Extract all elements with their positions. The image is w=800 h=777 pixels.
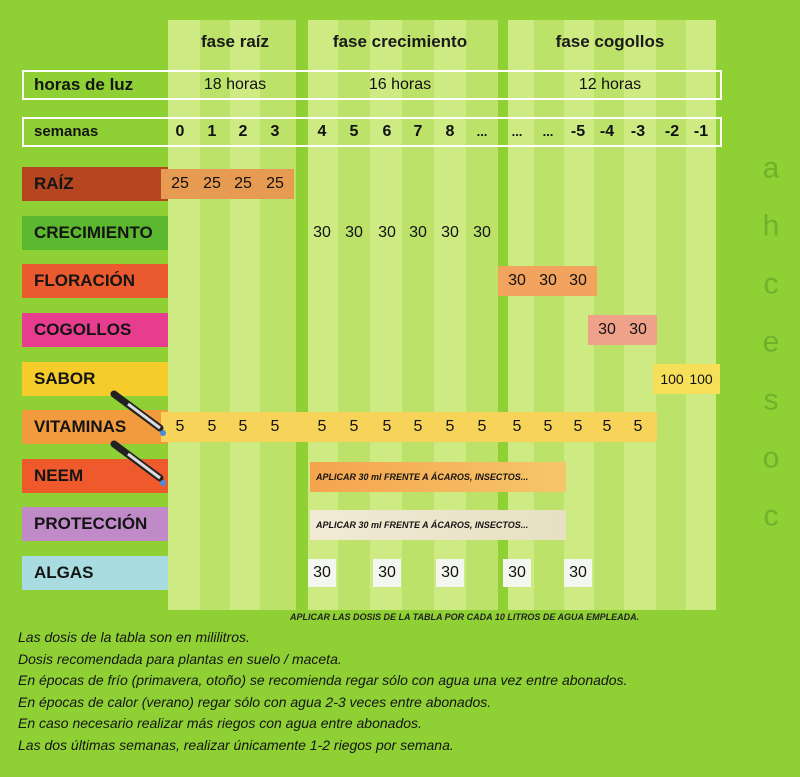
week-number: 8 — [445, 123, 455, 140]
dose-value: 5 — [445, 418, 455, 435]
cosecha-letter: c — [763, 268, 781, 301]
dose-value: 30 — [508, 272, 526, 289]
column-stripe — [260, 20, 296, 610]
week-number: 7 — [413, 123, 423, 140]
instruction-text: APLICAR 30 ml FRENTE A ÁCAROS, INSECTOS... — [316, 472, 529, 482]
dose-value: 30 — [598, 321, 616, 338]
dose-value: 30 — [441, 564, 459, 581]
week-number: 3 — [270, 123, 280, 140]
cosecha-side-text — [752, 62, 792, 582]
dose-value: 5 — [413, 418, 423, 435]
dose-value: 30 — [569, 272, 587, 289]
week-number: -3 — [630, 123, 646, 140]
phase-raiz-header: fase raíz — [200, 32, 270, 51]
column-stripe — [200, 20, 230, 610]
week-number: -4 — [599, 123, 615, 140]
dose-value: 25 — [171, 175, 189, 192]
dose-value: 30 — [345, 224, 363, 241]
cosecha-letter: o — [762, 441, 782, 475]
dose-value: 5 — [512, 418, 522, 435]
dose-value: 5 — [238, 418, 248, 435]
dose-value: 100 — [660, 371, 684, 387]
dose-value: 5 — [382, 418, 392, 435]
horas-luz-crecimiento: 16 horas — [368, 76, 432, 93]
dropper-icon — [108, 388, 170, 438]
note-line: Dosis recomendada para plantas en suelo / maceta. — [18, 650, 342, 667]
dose-value: 5 — [633, 418, 643, 435]
cosecha-letter: s — [763, 383, 781, 417]
note-line: En caso necesario realizar más riegos con agua entre abonados. — [18, 715, 422, 731]
product-label-sabor: SABOR — [22, 362, 168, 396]
week-number: -2 — [664, 123, 680, 140]
week-number: 1 — [207, 123, 217, 140]
product-label-raíz: RAÍZ — [22, 167, 168, 201]
dose-value: 5 — [543, 418, 553, 435]
week-number: 2 — [238, 123, 248, 140]
dose-value: 100 — [689, 371, 713, 387]
semanas-label: semanas — [34, 123, 99, 140]
dose-value: 30 — [378, 224, 396, 241]
cosecha-letter: h — [762, 210, 782, 244]
horas-luz-label: horas de luz — [34, 75, 134, 94]
dose-value: 30 — [569, 564, 587, 581]
cosecha-letter: a — [762, 151, 782, 185]
product-label-neem: NEEM — [22, 459, 168, 493]
phase-cogollos-header: fase cogollos — [555, 32, 665, 51]
dose-value: 30 — [378, 564, 396, 581]
dose-value: 5 — [270, 418, 280, 435]
note-line: Las dosis de la tabla son en mililitros. — [18, 629, 250, 645]
note-line: Las dos últimas semanas, realizar únicamente 1-2 riegos por semana. — [18, 736, 454, 753]
week-number: ... — [476, 124, 488, 139]
column-stripe — [168, 20, 200, 610]
horas-luz-raiz: 18 horas — [203, 76, 267, 93]
dose-value: 30 — [441, 224, 459, 241]
product-label-vitaminas: VITAMINAS — [22, 410, 168, 444]
product-label-protección: PROTECCIÓN — [22, 507, 168, 541]
cosecha-letter: c — [763, 499, 781, 533]
dose-value: 30 — [313, 224, 331, 241]
dose-value: 30 — [409, 224, 427, 241]
dose-value: 30 — [508, 564, 526, 581]
product-label-algas: ALGAS — [22, 556, 168, 590]
week-number: ... — [542, 124, 554, 139]
week-number: 6 — [382, 123, 392, 140]
dose-value: 25 — [203, 175, 221, 192]
product-label-floración: FLORACIÓN — [22, 264, 168, 298]
dosage-note: APLICAR LAS DOSIS DE LA TABLA POR CADA 10 LITROS DE AGUA EMPLEADA. — [290, 612, 640, 622]
dose-value: 5 — [317, 418, 327, 435]
note-line: En épocas de calor (verano) regar sólo con agua 2-3 veces entre abonados. — [18, 693, 492, 710]
note-line: En épocas de frío (primavera, otoño) se recomienda regar sólo con agua una vez entre abonados. — [18, 672, 628, 688]
week-number: -5 — [570, 123, 586, 140]
dose-value: 5 — [175, 418, 185, 435]
dose-value: 5 — [477, 418, 487, 435]
dose-value: 25 — [266, 175, 284, 192]
column-stripe — [230, 20, 260, 610]
column-stripe — [656, 20, 686, 610]
week-number: 0 — [175, 123, 185, 140]
dose-value: 5 — [573, 418, 583, 435]
dose-value: 5 — [207, 418, 217, 435]
cosecha-letter: e — [762, 325, 782, 359]
dose-value: 30 — [539, 272, 557, 289]
dose-value: 5 — [349, 418, 359, 435]
dose-value: 25 — [234, 175, 252, 192]
column-stripe — [686, 20, 716, 610]
notes-list — [18, 627, 798, 756]
dose-value: 30 — [473, 224, 491, 241]
week-number: -1 — [693, 123, 709, 140]
dose-value: 5 — [602, 418, 612, 435]
product-label-crecimiento: CRECIMIENTO — [22, 216, 168, 250]
week-number: ... — [511, 124, 523, 139]
week-number: 5 — [349, 123, 359, 140]
dose-value: 30 — [629, 321, 647, 338]
dose-value: 30 — [313, 564, 331, 581]
product-label-cogollos: COGOLLOS — [22, 313, 168, 347]
instruction-text: APLICAR 30 ml FRENTE A ÁCAROS, INSECTOS... — [316, 520, 529, 530]
horas-luz-cogollos: 12 horas — [578, 76, 642, 93]
dropper-icon — [108, 438, 170, 488]
phase-crecimiento-header: fase crecimiento — [332, 32, 468, 51]
week-number: 4 — [317, 123, 327, 140]
